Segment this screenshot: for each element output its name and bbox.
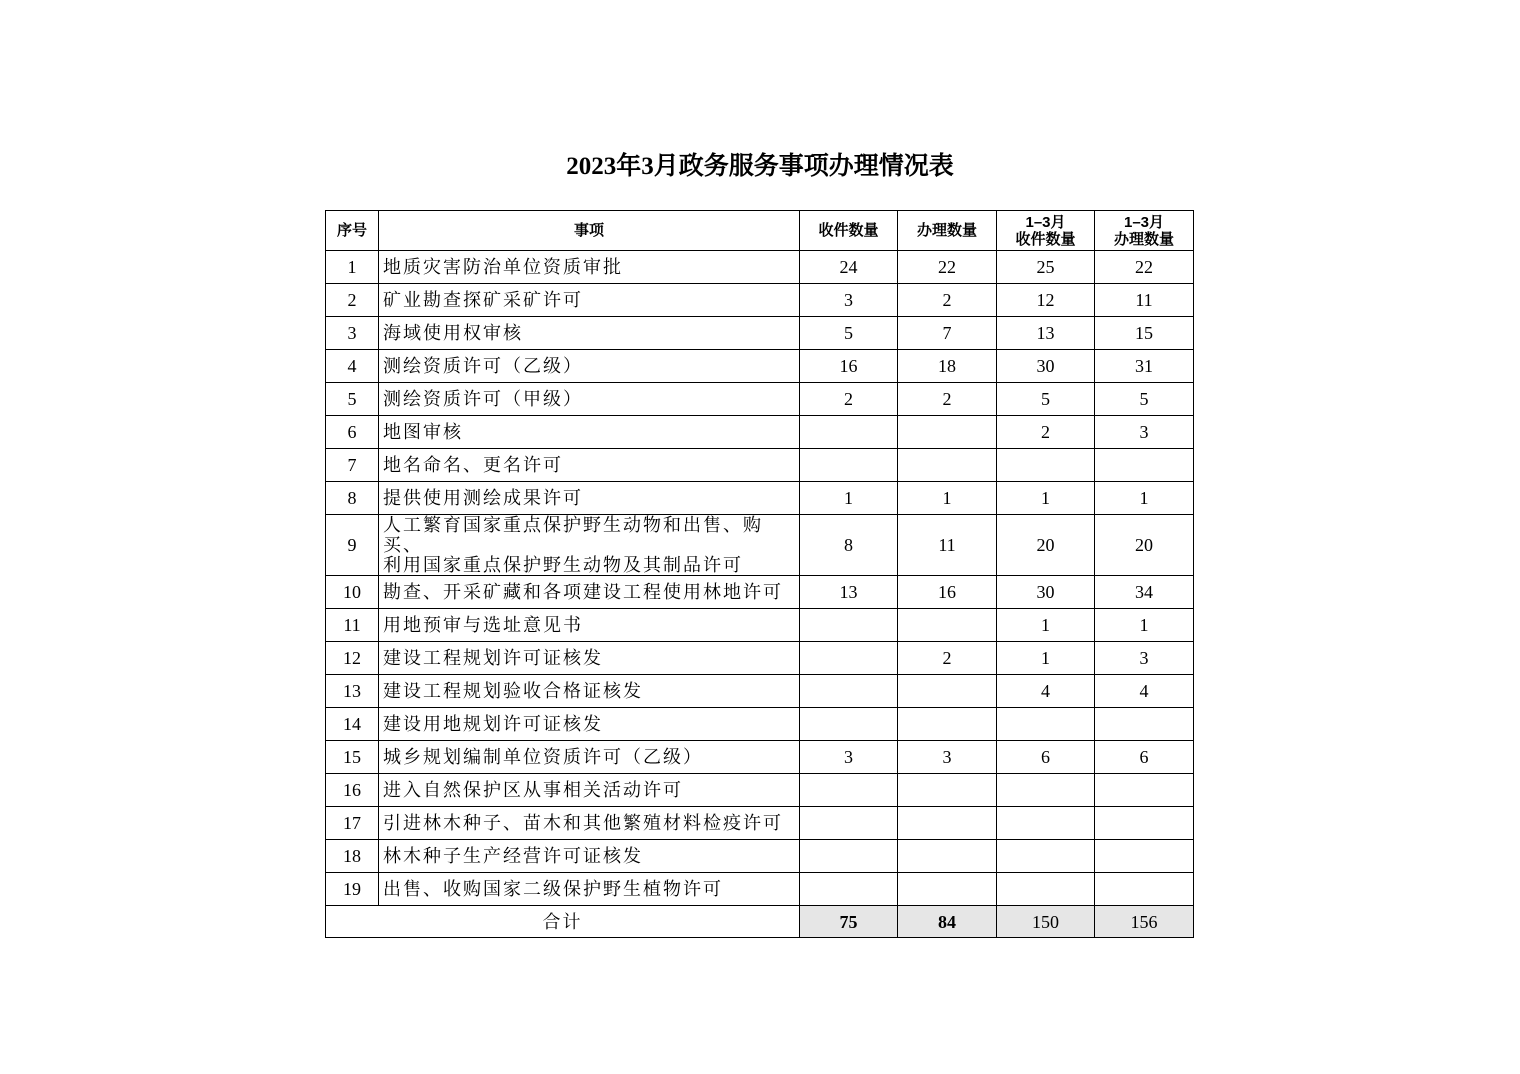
- total-row: [326, 906, 1194, 938]
- cell-handled: 22: [898, 251, 997, 284]
- cell-item: 地名命名、更名许可: [379, 449, 800, 482]
- table-row: [326, 350, 1194, 383]
- cell-q-handled: 3: [1095, 642, 1194, 675]
- table-row: [326, 708, 1194, 741]
- cell-q-received: 30: [997, 576, 1095, 609]
- cell-q-received: 6: [997, 741, 1095, 774]
- cell-q-handled: 1: [1095, 609, 1194, 642]
- cell-received: [800, 675, 898, 708]
- cell-q-received: 1: [997, 482, 1095, 515]
- total-handled: 84: [898, 906, 997, 938]
- cell-q-handled: 3: [1095, 416, 1194, 449]
- cell-handled: [898, 807, 997, 840]
- cell-item: [379, 515, 800, 576]
- table-row: [326, 774, 1194, 807]
- cell-item: 建设工程规划验收合格证核发: [379, 675, 800, 708]
- cell-q-handled: [1095, 840, 1194, 873]
- total-label: 合计: [326, 906, 800, 938]
- cell-handled: [898, 449, 997, 482]
- cell-handled: 2: [898, 383, 997, 416]
- total-q-handled: 156: [1095, 906, 1194, 938]
- cell-item: 矿业勘查探矿采矿许可: [379, 284, 800, 317]
- cell-handled: [898, 609, 997, 642]
- cell-seq: 11: [326, 609, 379, 642]
- cell-received: 1: [800, 482, 898, 515]
- cell-received: 24: [800, 251, 898, 284]
- cell-received: 3: [800, 284, 898, 317]
- table-row: [326, 383, 1194, 416]
- cell-received: [800, 807, 898, 840]
- table-row: [326, 840, 1194, 873]
- table-row: [326, 609, 1194, 642]
- table-row: [326, 482, 1194, 515]
- cell-received: 3: [800, 741, 898, 774]
- cell-seq: 15: [326, 741, 379, 774]
- cell-q-handled: 22: [1095, 251, 1194, 284]
- cell-received: [800, 449, 898, 482]
- cell-handled: 2: [898, 642, 997, 675]
- table-row: [326, 675, 1194, 708]
- cell-handled: 2: [898, 284, 997, 317]
- cell-received: [800, 774, 898, 807]
- table-row: [326, 416, 1194, 449]
- cell-q-received: 1: [997, 642, 1095, 675]
- cell-received: [800, 873, 898, 906]
- cell-q-handled: 31: [1095, 350, 1194, 383]
- cell-seq: 6: [326, 416, 379, 449]
- cell-q-handled: 1: [1095, 482, 1194, 515]
- cell-item: 测绘资质许可（甲级）: [379, 383, 800, 416]
- cell-q-handled: [1095, 873, 1194, 906]
- cell-seq: 12: [326, 642, 379, 675]
- cell-item: 用地预审与选址意见书: [379, 609, 800, 642]
- cell-q-handled: 4: [1095, 675, 1194, 708]
- cell-q-handled: [1095, 449, 1194, 482]
- cell-q-received: [997, 873, 1095, 906]
- cell-q-handled: 34: [1095, 576, 1194, 609]
- cell-seq: 3: [326, 317, 379, 350]
- cell-q-received: [997, 807, 1095, 840]
- cell-item: 进入自然保护区从事相关活动许可: [379, 774, 800, 807]
- cell-received: 8: [800, 515, 898, 576]
- table-row: [326, 642, 1194, 675]
- cell-q-received: [997, 840, 1095, 873]
- cell-q-received: 20: [997, 515, 1095, 576]
- cell-seq: 16: [326, 774, 379, 807]
- cell-item: 地图审核: [379, 416, 800, 449]
- cell-q-received: 5: [997, 383, 1095, 416]
- cell-q-handled: 6: [1095, 741, 1194, 774]
- cell-item: 出售、收购国家二级保护野生植物许可: [379, 873, 800, 906]
- cell-seq: 8: [326, 482, 379, 515]
- cell-handled: 3: [898, 741, 997, 774]
- cell-q-received: 13: [997, 317, 1095, 350]
- cell-q-handled: [1095, 708, 1194, 741]
- cell-handled: [898, 840, 997, 873]
- header-seq: 序号: [326, 211, 379, 251]
- cell-received: [800, 708, 898, 741]
- cell-q-received: [997, 449, 1095, 482]
- cell-seq: 1: [326, 251, 379, 284]
- total-q-received: 150: [997, 906, 1095, 938]
- cell-handled: [898, 708, 997, 741]
- header-handled: 办理数量: [898, 211, 997, 251]
- cell-handled: 11: [898, 515, 997, 576]
- cell-q-received: 25: [997, 251, 1095, 284]
- cell-seq: 4: [326, 350, 379, 383]
- table-row: [326, 807, 1194, 840]
- cell-received: 16: [800, 350, 898, 383]
- cell-seq: 10: [326, 576, 379, 609]
- cell-q-received: [997, 774, 1095, 807]
- table-row: [326, 251, 1194, 284]
- cell-item: 地质灾害防治单位资质审批: [379, 251, 800, 284]
- cell-seq: 5: [326, 383, 379, 416]
- cell-item: 测绘资质许可（乙级）: [379, 350, 800, 383]
- cell-item: 建设用地规划许可证核发: [379, 708, 800, 741]
- document-title: 2023年3月政务服务事项办理情况表: [566, 153, 954, 180]
- cell-handled: 18: [898, 350, 997, 383]
- cell-received: 5: [800, 317, 898, 350]
- cell-handled: [898, 873, 997, 906]
- cell-q-handled: 11: [1095, 284, 1194, 317]
- cell-seq: 18: [326, 840, 379, 873]
- cell-q-received: [997, 708, 1095, 741]
- table-row: [326, 515, 1194, 576]
- cell-seq: 7: [326, 449, 379, 482]
- table-header-row: [326, 211, 1194, 251]
- cell-received: [800, 416, 898, 449]
- cell-received: 2: [800, 383, 898, 416]
- header-q-handled-period: 1–3月: [1123, 213, 1165, 231]
- table-row: [326, 576, 1194, 609]
- cell-q-received: 2: [997, 416, 1095, 449]
- cell-item: 引进林木种子、苗木和其他繁殖材料检疫许可: [379, 807, 800, 840]
- cell-q-handled: 15: [1095, 317, 1194, 350]
- cell-handled: 16: [898, 576, 997, 609]
- header-q-received: [997, 211, 1095, 251]
- cell-q-handled: [1095, 774, 1194, 807]
- cell-seq: 9: [326, 515, 379, 576]
- cell-q-received: 4: [997, 675, 1095, 708]
- cell-handled: 7: [898, 317, 997, 350]
- header-q-handled-label: 办理数量: [1113, 230, 1174, 248]
- cell-item-line: 利用国家重点保护野生动物及其制品许可: [383, 555, 743, 575]
- service-statistics-table: [325, 210, 1194, 938]
- cell-q-received: 1: [997, 609, 1095, 642]
- cell-seq: 14: [326, 708, 379, 741]
- cell-item-line: 人工繁育国家重点保护野生动物和出售、购买、: [383, 515, 763, 555]
- header-received: 收件数量: [800, 211, 898, 251]
- table-row: [326, 449, 1194, 482]
- cell-received: 13: [800, 576, 898, 609]
- cell-item: 海域使用权审核: [379, 317, 800, 350]
- header-q-received-label: 收件数量: [1015, 230, 1076, 248]
- cell-item: 勘查、开采矿藏和各项建设工程使用林地许可: [379, 576, 800, 609]
- cell-q-handled: [1095, 807, 1194, 840]
- cell-seq: 19: [326, 873, 379, 906]
- table-row: [326, 317, 1194, 350]
- cell-item: 建设工程规划许可证核发: [379, 642, 800, 675]
- table-row: [326, 873, 1194, 906]
- cell-item: 林木种子生产经营许可证核发: [379, 840, 800, 873]
- cell-handled: [898, 416, 997, 449]
- table-row: [326, 741, 1194, 774]
- header-q-received-period: 1–3月: [1025, 213, 1066, 231]
- cell-item: 提供使用测绘成果许可: [379, 482, 800, 515]
- cell-q-received: 12: [997, 284, 1095, 317]
- cell-item: 城乡规划编制单位资质许可（乙级）: [379, 741, 800, 774]
- header-item: 事项: [379, 211, 800, 251]
- cell-seq: 17: [326, 807, 379, 840]
- cell-q-received: 30: [997, 350, 1095, 383]
- cell-handled: [898, 675, 997, 708]
- cell-received: [800, 642, 898, 675]
- cell-seq: 13: [326, 675, 379, 708]
- cell-seq: 2: [326, 284, 379, 317]
- total-received: 75: [800, 906, 898, 938]
- cell-handled: 1: [898, 482, 997, 515]
- cell-q-handled: 20: [1095, 515, 1194, 576]
- cell-handled: [898, 774, 997, 807]
- cell-received: [800, 609, 898, 642]
- table-row: [326, 284, 1194, 317]
- cell-received: [800, 840, 898, 873]
- cell-q-handled: 5: [1095, 383, 1194, 416]
- header-q-handled: [1095, 211, 1194, 251]
